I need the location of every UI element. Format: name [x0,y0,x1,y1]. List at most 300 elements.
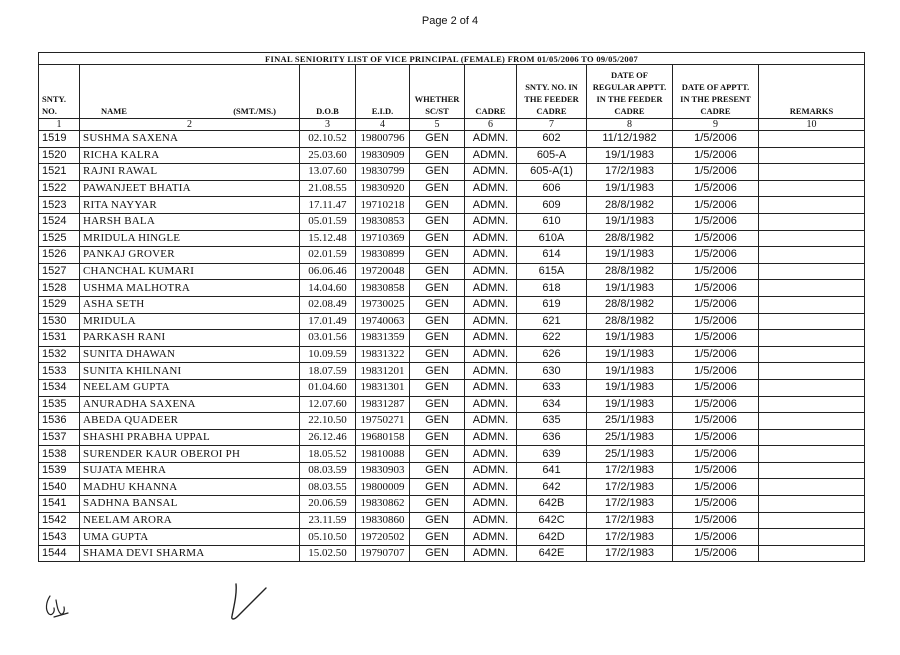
cadre-cell: ADMN. [465,313,517,330]
feeder-snty-no-cell: 614 [517,247,587,264]
cadre-cell: ADMN. [465,363,517,380]
eid-cell: 19740063 [356,313,410,330]
name-cell: PARKASH RANI [80,330,300,347]
seniority-table-container [38,52,864,562]
column-number: 3 [300,119,356,131]
remarks-cell [759,230,865,247]
dob-cell: 15.02.50 [300,545,356,562]
category-cell: GEN [410,197,465,214]
table-row [39,296,865,313]
table-title: FINAL SENIORITY LIST OF VICE PRINCIPAL (FEMALE) FROM 01/05/2006 TO 09/05/2007 [39,53,865,65]
feeder-snty-no-cell: 639 [517,446,587,463]
serial-no-cell: 1523 [39,197,80,214]
feeder-snty-no-cell: 605-A [517,147,587,164]
table-row [39,247,865,264]
category-cell: GEN [410,147,465,164]
category-cell: GEN [410,346,465,363]
date-feeder-cadre-cell: 17/2/1983 [587,496,673,513]
date-present-cadre-cell: 1/5/2006 [673,346,759,363]
feeder-snty-no-cell: 605-A(1) [517,164,587,181]
name-cell: SUJATA MEHRA [80,462,300,479]
cadre-cell: ADMN. [465,263,517,280]
eid-cell: 19720502 [356,529,410,546]
feeder-snty-no-cell: 642E [517,545,587,562]
column-number: 1 [39,119,80,131]
feeder-snty-no-cell: 609 [517,197,587,214]
remarks-cell [759,280,865,297]
date-feeder-cadre-cell: 28/8/1982 [587,263,673,280]
category-cell: GEN [410,247,465,264]
table-row [39,396,865,413]
date-feeder-cadre-cell: 17/2/1983 [587,512,673,529]
dob-cell: 18.05.52 [300,446,356,463]
remarks-cell [759,379,865,396]
remarks-cell [759,462,865,479]
remarks-cell [759,396,865,413]
category-cell: GEN [410,230,465,247]
cadre-cell: ADMN. [465,230,517,247]
date-feeder-cadre-cell: 17/2/1983 [587,545,673,562]
category-cell: GEN [410,131,465,148]
table-row [39,512,865,529]
name-cell: SHAMA DEVI SHARMA [80,545,300,562]
date-present-cadre-cell: 1/5/2006 [673,313,759,330]
dob-cell: 05.01.59 [300,213,356,230]
feeder-snty-no-cell: 630 [517,363,587,380]
remarks-cell [759,479,865,496]
feeder-snty-no-cell: 634 [517,396,587,413]
eid-cell: 19810088 [356,446,410,463]
serial-no-cell: 1541 [39,496,80,513]
name-cell: UMA GUPTA [80,529,300,546]
cadre-cell: ADMN. [465,330,517,347]
seniority-table [38,52,865,562]
remarks-cell [759,180,865,197]
header-name-suffix: (SMT./MS.) [233,106,276,116]
category-cell: GEN [410,479,465,496]
category-cell: GEN [410,545,465,562]
date-feeder-cadre-cell: 17/2/1983 [587,529,673,546]
cadre-cell: ADMN. [465,379,517,396]
name-cell: PAWANJEET BHATIA [80,180,300,197]
date-present-cadre-cell: 1/5/2006 [673,180,759,197]
header-eid: E.I.D. [356,65,410,119]
cadre-cell: ADMN. [465,346,517,363]
header-snty-no: SNTY. NO. [39,65,80,119]
dob-cell: 13.07.60 [300,164,356,181]
serial-no-cell: 1539 [39,462,80,479]
table-row [39,230,865,247]
cadre-cell: ADMN. [465,197,517,214]
serial-no-cell: 1527 [39,263,80,280]
table-row [39,313,865,330]
cadre-cell: ADMN. [465,164,517,181]
date-feeder-cadre-cell: 19/1/1983 [587,147,673,164]
serial-no-cell: 1535 [39,396,80,413]
eid-cell: 19830903 [356,462,410,479]
serial-no-cell: 1543 [39,529,80,546]
cadre-cell: ADMN. [465,446,517,463]
date-present-cadre-cell: 1/5/2006 [673,462,759,479]
eid-cell: 19830909 [356,147,410,164]
date-present-cadre-cell: 1/5/2006 [673,379,759,396]
cadre-cell: ADMN. [465,529,517,546]
name-cell: SUSHMA SAXENA [80,131,300,148]
date-present-cadre-cell: 1/5/2006 [673,197,759,214]
date-feeder-cadre-cell: 19/1/1983 [587,379,673,396]
date-feeder-cadre-cell: 17/2/1983 [587,462,673,479]
table-body [39,131,865,562]
date-present-cadre-cell: 1/5/2006 [673,512,759,529]
signature-right [222,576,272,626]
cadre-cell: ADMN. [465,247,517,264]
cadre-cell: ADMN. [465,479,517,496]
name-cell: ASHA SETH [80,296,300,313]
table-row [39,346,865,363]
column-number: 9 [673,119,759,131]
table-row [39,164,865,181]
serial-no-cell: 1530 [39,313,80,330]
dob-cell: 14.04.60 [300,280,356,297]
header-date-present-cadre: DATE OF APPTT. IN THE PRESENT CADRE [673,65,759,119]
date-feeder-cadre-cell: 17/2/1983 [587,479,673,496]
feeder-snty-no-cell: 610A [517,230,587,247]
table-row [39,363,865,380]
date-feeder-cadre-cell: 28/8/1982 [587,230,673,247]
header-whether-sc-st: WHETHER SC/ST [410,65,465,119]
remarks-cell [759,413,865,430]
name-cell: CHANCHAL KUMARI [80,263,300,280]
remarks-cell [759,213,865,230]
eid-cell: 19680158 [356,429,410,446]
dob-cell: 26.12.46 [300,429,356,446]
date-feeder-cadre-cell: 19/1/1983 [587,346,673,363]
serial-no-cell: 1526 [39,247,80,264]
feeder-snty-no-cell: 618 [517,280,587,297]
serial-no-cell: 1531 [39,330,80,347]
remarks-cell [759,512,865,529]
cadre-cell: ADMN. [465,147,517,164]
remarks-cell [759,363,865,380]
dob-cell: 03.01.56 [300,330,356,347]
category-cell: GEN [410,429,465,446]
eid-cell: 19710218 [356,197,410,214]
category-cell: GEN [410,280,465,297]
eid-cell: 19830799 [356,164,410,181]
dob-cell: 02.10.52 [300,131,356,148]
eid-cell: 19831359 [356,330,410,347]
date-feeder-cadre-cell: 19/1/1983 [587,396,673,413]
cadre-cell: ADMN. [465,496,517,513]
serial-no-cell: 1528 [39,280,80,297]
remarks-cell [759,330,865,347]
feeder-snty-no-cell: 633 [517,379,587,396]
dob-cell: 18.07.59 [300,363,356,380]
cadre-cell: ADMN. [465,213,517,230]
table-row [39,197,865,214]
name-cell: NEELAM ARORA [80,512,300,529]
date-present-cadre-cell: 1/5/2006 [673,164,759,181]
feeder-snty-no-cell: 642 [517,479,587,496]
column-number: 5 [410,119,465,131]
name-cell: SURENDER KAUR OBEROI PH [80,446,300,463]
eid-cell: 19830920 [356,180,410,197]
cadre-cell: ADMN. [465,512,517,529]
serial-no-cell: 1534 [39,379,80,396]
name-cell: HARSH BALA [80,213,300,230]
remarks-cell [759,529,865,546]
date-present-cadre-cell: 1/5/2006 [673,496,759,513]
table-row [39,413,865,430]
remarks-cell [759,197,865,214]
table-row [39,280,865,297]
name-cell: MRIDULA [80,313,300,330]
eid-cell: 19830853 [356,213,410,230]
column-number: 8 [587,119,673,131]
dob-cell: 05.10.50 [300,529,356,546]
name-cell: SHASHI PRABHA UPPAL [80,429,300,446]
table-row [39,429,865,446]
name-cell: RICHA KALRA [80,147,300,164]
date-present-cadre-cell: 1/5/2006 [673,280,759,297]
remarks-cell [759,446,865,463]
serial-no-cell: 1519 [39,131,80,148]
eid-cell: 19831201 [356,363,410,380]
date-feeder-cadre-cell: 25/1/1983 [587,413,673,430]
eid-cell: 19831287 [356,396,410,413]
date-present-cadre-cell: 1/5/2006 [673,429,759,446]
date-present-cadre-cell: 1/5/2006 [673,296,759,313]
table-row [39,213,865,230]
remarks-cell [759,313,865,330]
cadre-cell: ADMN. [465,413,517,430]
serial-no-cell: 1529 [39,296,80,313]
dob-cell: 01.04.60 [300,379,356,396]
date-feeder-cadre-cell: 28/8/1982 [587,313,673,330]
date-present-cadre-cell: 1/5/2006 [673,330,759,347]
category-cell: GEN [410,164,465,181]
serial-no-cell: 1538 [39,446,80,463]
eid-cell: 19800796 [356,131,410,148]
serial-no-cell: 1536 [39,413,80,430]
table-row [39,379,865,396]
category-cell: GEN [410,529,465,546]
serial-no-cell: 1524 [39,213,80,230]
category-cell: GEN [410,462,465,479]
date-feeder-cadre-cell: 19/1/1983 [587,180,673,197]
remarks-cell [759,545,865,562]
cadre-cell: ADMN. [465,429,517,446]
feeder-snty-no-cell: 610 [517,213,587,230]
date-present-cadre-cell: 1/5/2006 [673,396,759,413]
name-cell: MRIDULA HINGLE [80,230,300,247]
eid-cell: 19800009 [356,479,410,496]
date-feeder-cadre-cell: 25/1/1983 [587,446,673,463]
category-cell: GEN [410,263,465,280]
eid-cell: 19830860 [356,512,410,529]
feeder-snty-no-cell: 636 [517,429,587,446]
table-row [39,545,865,562]
date-feeder-cadre-cell: 19/1/1983 [587,280,673,297]
feeder-snty-no-cell: 621 [517,313,587,330]
column-number-row [39,119,865,131]
header-feeder-snty-no: SNTY. NO. IN THE FEEDER CADRE [517,65,587,119]
date-present-cadre-cell: 1/5/2006 [673,545,759,562]
category-cell: GEN [410,446,465,463]
feeder-snty-no-cell: 642C [517,512,587,529]
header-remarks: REMARKS [759,65,865,119]
header-dob: D.O.B [300,65,356,119]
feeder-snty-no-cell: 622 [517,330,587,347]
date-feeder-cadre-cell: 28/8/1982 [587,197,673,214]
category-cell: GEN [410,296,465,313]
date-present-cadre-cell: 1/5/2006 [673,247,759,264]
cadre-cell: ADMN. [465,545,517,562]
category-cell: GEN [410,396,465,413]
column-number: 2 [80,119,300,131]
table-row [39,496,865,513]
name-cell: SUNITA DHAWAN [80,346,300,363]
name-cell: NEELAM GUPTA [80,379,300,396]
category-cell: GEN [410,379,465,396]
date-feeder-cadre-cell: 28/8/1982 [587,296,673,313]
serial-no-cell: 1521 [39,164,80,181]
feeder-snty-no-cell: 602 [517,131,587,148]
eid-cell: 19750271 [356,413,410,430]
name-cell: ABEDA QUADEER [80,413,300,430]
header-date-feeder-cadre: DATE OF REGULAR APPTT. IN THE FEEDER CADRE [587,65,673,119]
dob-cell: 17.01.49 [300,313,356,330]
date-feeder-cadre-cell: 19/1/1983 [587,213,673,230]
eid-cell: 19720048 [356,263,410,280]
eid-cell: 19790707 [356,545,410,562]
remarks-cell [759,147,865,164]
serial-no-cell: 1522 [39,180,80,197]
category-cell: GEN [410,512,465,529]
serial-no-cell: 1525 [39,230,80,247]
eid-cell: 19710369 [356,230,410,247]
cadre-cell: ADMN. [465,396,517,413]
header-name-label: NAME [101,106,127,116]
feeder-snty-no-cell: 626 [517,346,587,363]
date-present-cadre-cell: 1/5/2006 [673,147,759,164]
remarks-cell [759,131,865,148]
table-row [39,180,865,197]
name-cell: RITA NAYYAR [80,197,300,214]
category-cell: GEN [410,180,465,197]
date-present-cadre-cell: 1/5/2006 [673,230,759,247]
feeder-snty-no-cell: 641 [517,462,587,479]
serial-no-cell: 1537 [39,429,80,446]
dob-cell: 23.11.59 [300,512,356,529]
eid-cell: 19830862 [356,496,410,513]
remarks-cell [759,429,865,446]
table-row [39,529,865,546]
column-number: 10 [759,119,865,131]
feeder-snty-no-cell: 642D [517,529,587,546]
header-name [80,65,300,119]
date-feeder-cadre-cell: 19/1/1983 [587,330,673,347]
header-cadre: CADRE [465,65,517,119]
date-feeder-cadre-cell: 17/2/1983 [587,164,673,181]
dob-cell: 12.07.60 [300,396,356,413]
dob-cell: 02.08.49 [300,296,356,313]
category-cell: GEN [410,496,465,513]
remarks-cell [759,296,865,313]
name-cell: PANKAJ GROVER [80,247,300,264]
date-present-cadre-cell: 1/5/2006 [673,131,759,148]
dob-cell: 25.03.60 [300,147,356,164]
serial-no-cell: 1544 [39,545,80,562]
table-row [39,330,865,347]
column-number: 6 [465,119,517,131]
serial-no-cell: 1520 [39,147,80,164]
serial-no-cell: 1533 [39,363,80,380]
feeder-snty-no-cell: 615A [517,263,587,280]
table-row [39,263,865,280]
remarks-cell [759,247,865,264]
eid-cell: 19831322 [356,346,410,363]
date-present-cadre-cell: 1/5/2006 [673,263,759,280]
eid-cell: 19831301 [356,379,410,396]
cadre-cell: ADMN. [465,462,517,479]
name-cell: RAJNI RAWAL [80,164,300,181]
table-row [39,147,865,164]
category-cell: GEN [410,313,465,330]
category-cell: GEN [410,213,465,230]
date-present-cadre-cell: 1/5/2006 [673,413,759,430]
dob-cell: 15.12.48 [300,230,356,247]
feeder-snty-no-cell: 642B [517,496,587,513]
date-feeder-cadre-cell: 25/1/1983 [587,429,673,446]
dob-cell: 21.08.55 [300,180,356,197]
page-number-label: Page 2 of 4 [421,15,479,27]
date-present-cadre-cell: 1/5/2006 [673,446,759,463]
dob-cell: 10.09.59 [300,346,356,363]
dob-cell: 20.06.59 [300,496,356,513]
cadre-cell: ADMN. [465,280,517,297]
dob-cell: 06.06.46 [300,263,356,280]
table-row [39,131,865,148]
name-cell: SADHNA BANSAL [80,496,300,513]
eid-cell: 19730025 [356,296,410,313]
remarks-cell [759,496,865,513]
dob-cell: 02.01.59 [300,247,356,264]
date-present-cadre-cell: 1/5/2006 [673,529,759,546]
date-present-cadre-cell: 1/5/2006 [673,479,759,496]
date-present-cadre-cell: 1/5/2006 [673,363,759,380]
feeder-snty-no-cell: 619 [517,296,587,313]
serial-no-cell: 1532 [39,346,80,363]
remarks-cell [759,164,865,181]
serial-no-cell: 1540 [39,479,80,496]
remarks-cell [759,346,865,363]
name-cell: SUNITA KHILNANI [80,363,300,380]
name-cell: USHMA MALHOTRA [80,280,300,297]
table-row [39,462,865,479]
cadre-cell: ADMN. [465,131,517,148]
feeder-snty-no-cell: 606 [517,180,587,197]
eid-cell: 19830858 [356,280,410,297]
table-row [39,446,865,463]
category-cell: GEN [410,363,465,380]
dob-cell: 08.03.59 [300,462,356,479]
dob-cell: 22.10.50 [300,413,356,430]
dob-cell: 17.11.47 [300,197,356,214]
column-number: 7 [517,119,587,131]
category-cell: GEN [410,330,465,347]
date-feeder-cadre-cell: 11/12/1982 [587,131,673,148]
